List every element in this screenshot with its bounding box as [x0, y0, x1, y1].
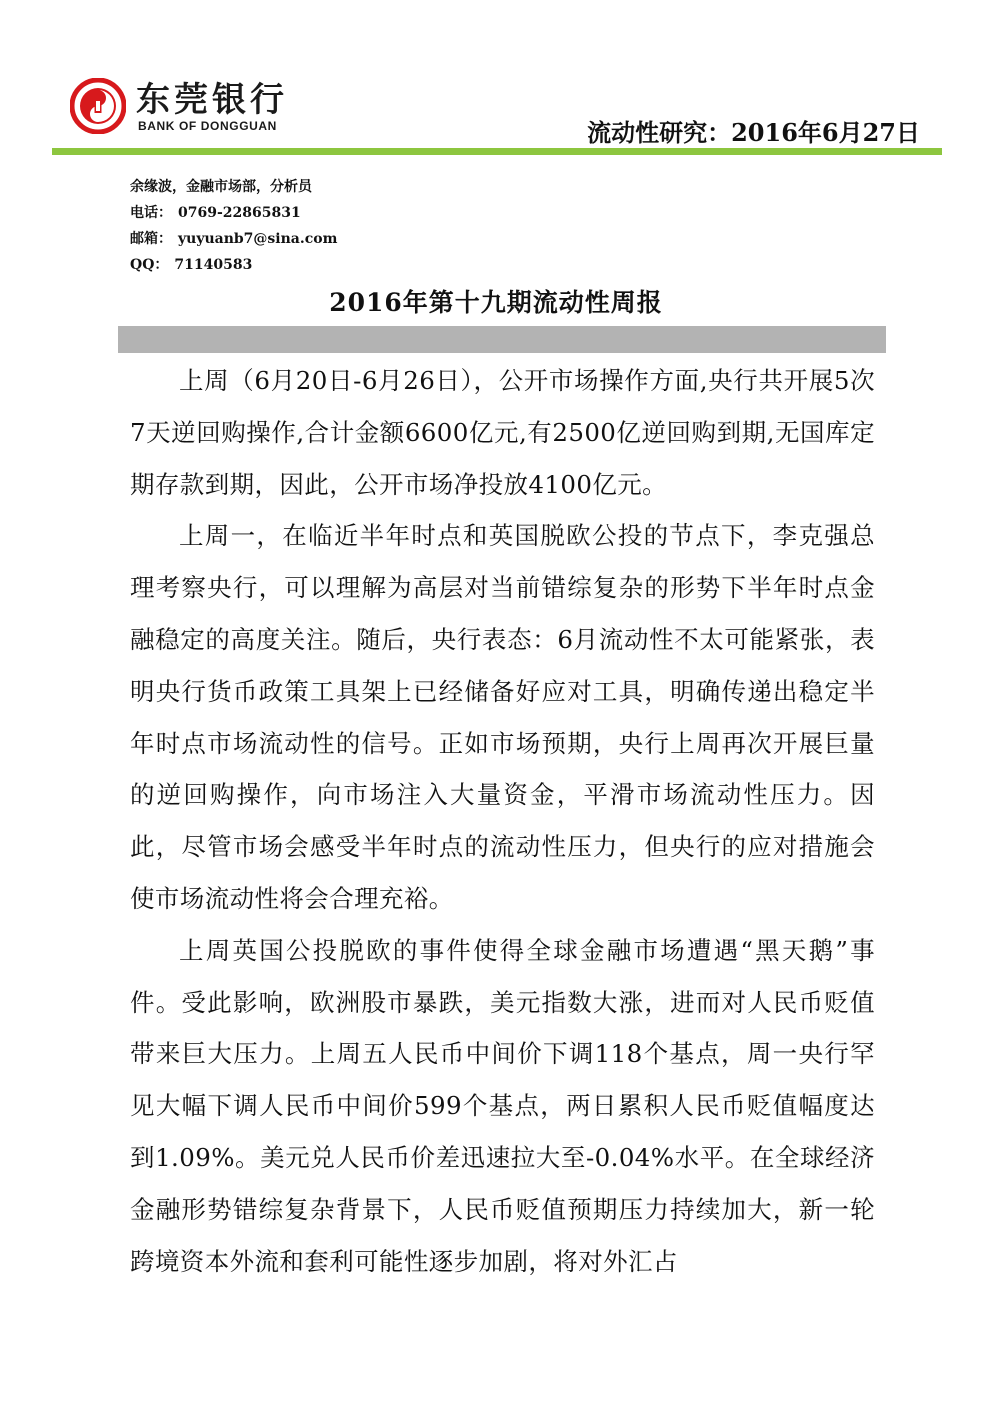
logo-english-name: BANK OF DONGGUAN	[138, 119, 277, 133]
author-qq-line	[130, 252, 337, 278]
bank-of-dongguan-logo-icon	[70, 78, 126, 134]
author-email-line	[130, 226, 337, 252]
body-paragraph: 上周英国公投脱欧的事件使得全球金融市场遭遇“黑天鹅”事件。受此影响，欧洲股市暴跌，美元指数大涨，进而对人民币贬值带来巨大压力。上周五人民币中间价下调118个基点，周一央行罕见大幅下调人民币中间价599个基点，两日累积人民币贬值幅度达到1.09%。美元兑人民币价差迅速拉大至-0.04%水平。在全球经济金融形势错综复杂背景下，人民币贬值预期压力持续加大，新一轮跨境资本外流和套利可能性逐步加剧，将对外汇占	[130, 935, 875, 1276]
phone-value: 0769-22865831	[178, 205, 301, 221]
email-label: 邮箱：	[130, 231, 172, 247]
body-paragraph: 上周一，在临近半年时点和英国脱欧公投的节点下，李克强总理考察央行，可以理解为高层对当前错综复杂的形势下半年时点金融稳定的高度关注。随后，央行表态：6月流动性不太可能紧张，表明央行货币政策工具架上已经储备好应对工具，明确传递出稳定半年时点市场流动性的信号。正如市场预期，央行上周再次开展巨量的逆回购操作，向市场注入大量资金，平滑市场流动性压力。因此，尽管市场会感受半年时点的流动性压力，但央行的应对措施会使市场流动性将会合理充裕。	[130, 521, 875, 913]
author-name-line: 余缘波，金融市场部，分析员	[130, 179, 312, 195]
author-info	[130, 174, 337, 278]
author-phone-line	[130, 200, 337, 226]
qq-value: 71140583	[174, 257, 253, 273]
header-divider	[52, 148, 942, 155]
logo-chinese-name: 东莞银行	[136, 80, 288, 120]
email-value: yuyuanb7@sina.com	[178, 231, 338, 247]
body-paragraph: 上周（6月20日-6月26日），公开市场操作方面,央行共开展5次7天逆回购操作,合计金额6600亿元,有2500亿逆回购到期,无国库定期存款到期，因此，公开市场净投放4100亿元。	[130, 366, 875, 499]
phone-label: 电话：	[130, 205, 172, 221]
section-bar	[118, 326, 886, 353]
qq-label: QQ：	[130, 257, 169, 273]
bank-logo	[70, 78, 330, 142]
document-body	[130, 355, 875, 1287]
report-type-date: 流动性研究：2016年6月27日	[587, 118, 920, 147]
document-title: 2016年第十九期流动性周报	[329, 288, 663, 317]
